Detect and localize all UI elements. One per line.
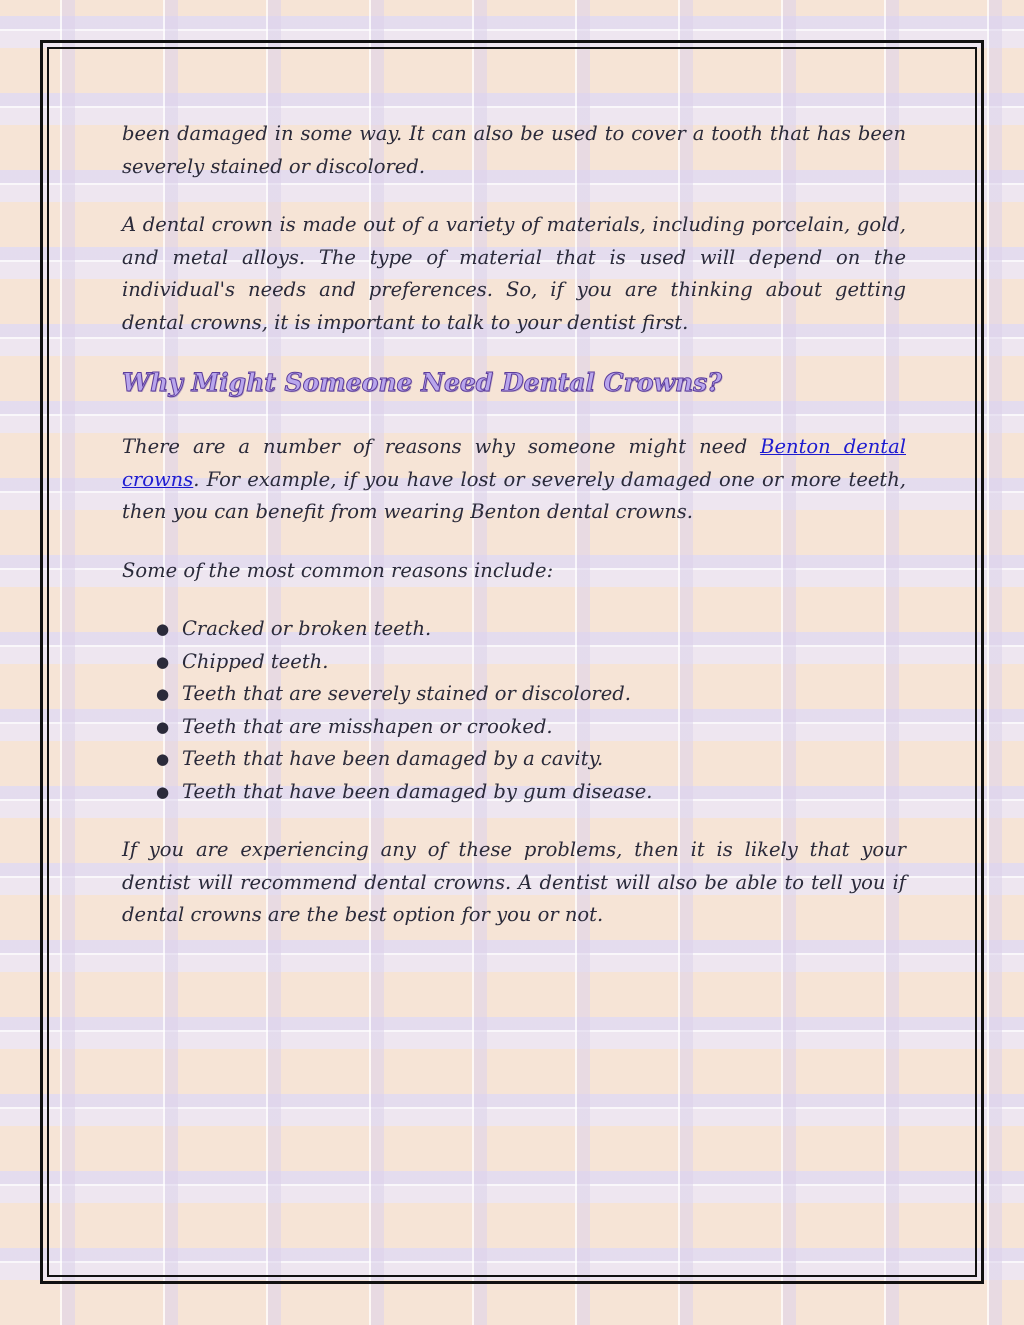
list-item — [122, 743, 906, 776]
paragraph-reasons-text-end: . For example, if you have lost or severely damaged one or more teeth, then you can benefit from wearing Benton dental crowns. — [122, 467, 906, 523]
paragraph-reasons-text-start: There are a number of reasons why someone might need — [122, 435, 761, 458]
paragraph-conclusion: If you are experiencing any of these problems, then it is likely that your dentist will recommend dental crowns. A dentist will also be able to tell you if dental crowns are the best option for you or not. — [122, 838, 906, 926]
paragraph-crown-materials: A dental crown is made out of a variety of materials, including porcelain, gold, and metal alloys. The type of material that is used will depend on the individual's needs and preferences. So, if you are thinking about getting dental crowns, it is important to talk to your dentist first. — [122, 213, 906, 334]
list-item — [122, 711, 906, 744]
list-item-text: Teeth that have been damaged by gum disease. — [182, 779, 653, 803]
section-heading: Why Might Someone Need Dental Crowns? — [122, 368, 722, 397]
bullet-icon: ● — [156, 717, 170, 736]
bullet-icon: ● — [156, 620, 170, 638]
bullet-icon: ● — [156, 782, 170, 801]
list-item — [122, 646, 906, 679]
reasons-list — [122, 613, 906, 808]
list-item-text: Teeth that have been damaged by a cavity. — [182, 747, 604, 770]
bullet-icon: ● — [156, 685, 170, 703]
list-item — [122, 776, 906, 809]
bullet-icon: ● — [156, 652, 170, 671]
list-item-text: Chipped teeth. — [182, 649, 329, 673]
benton-dental-crowns-link[interactable]: Benton dental crowns — [122, 435, 906, 491]
paragraph-common-reasons: Some of the most common reasons include: — [122, 558, 554, 582]
list-item-text: Teeth that are misshapen or crooked. — [182, 714, 553, 738]
paragraph-crown-purpose: been damaged in some way. It can also be used to cover a tooth that has been severely stained or discolored. — [122, 122, 906, 178]
bullet-icon: ● — [156, 750, 170, 768]
list-item — [122, 613, 906, 646]
list-item-text: Teeth that are severely stained or discolored. — [182, 682, 631, 705]
list-item — [122, 678, 906, 711]
list-item-text: Cracked or broken teeth. — [182, 617, 432, 640]
paragraph-reasons-intro — [122, 431, 906, 529]
document-body — [122, 118, 906, 958]
